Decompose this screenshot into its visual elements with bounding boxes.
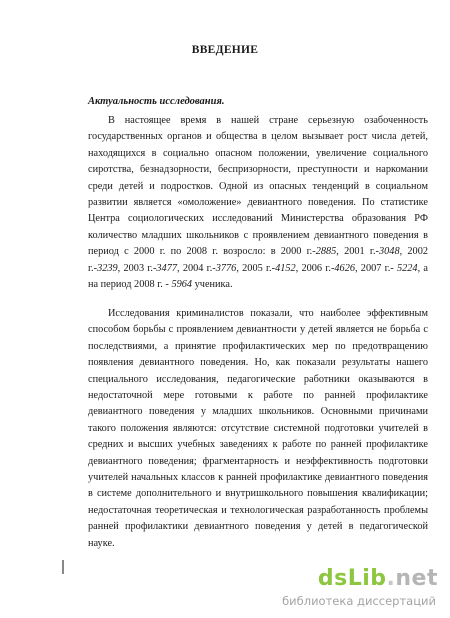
watermark-logo-tld: net: [395, 566, 438, 591]
section-heading: Актуальность исследования.: [88, 96, 225, 107]
stat-separator: , 2004 г.-: [177, 262, 216, 274]
stat-separator: , 2002 г.-: [88, 246, 428, 274]
stat-separator: , а на период 2008 г. -: [88, 262, 428, 291]
watermark-logo-dot: .: [386, 566, 396, 591]
stat-value-2004: 3776: [215, 262, 237, 274]
page-title: ВВЕДЕНИЕ: [191, 44, 259, 56]
stat-value-2007: 5224: [396, 262, 418, 274]
stat-value-2005: 4152: [275, 262, 296, 274]
stat-value-2002: 3239: [97, 262, 118, 274]
stat-value-2003: 3477: [156, 262, 177, 274]
watermark-logo: [318, 566, 438, 591]
stat-separator: , 2005 г.-: [236, 262, 276, 274]
watermark-logo-main: dsLib: [317, 566, 387, 591]
scan-margin-mark: [62, 560, 64, 574]
stat-value-2008: 5964: [171, 279, 193, 291]
paragraph-text: В настоящее время в нашей стране серьезную озабоченность государственных органов и общества в целом вызывает рост числа детей, находящихся в социально опасном положении, увеличение социального сиротства, безнадзорности, беспризорности, преступности и наркомании среди детей и подростков. Одной из опасных тенденций в социальном развитии является «омоложение» девиантного поведения. По статистике Центра социологических исследований Министерства образования РФ количество младших школьников с проявлением девиантного поведения в период с 2000 г. по 2008 г. возросло: в 2000 г.-: [88, 115, 428, 258]
stat-separator: , 2003 г.-: [117, 262, 157, 274]
paragraph-tail: ученика.: [192, 279, 233, 291]
stat-separator: , 2007 г.-: [354, 262, 397, 274]
stat-value-2006: 4626: [334, 262, 355, 274]
stat-separator: , 2006 г.-: [295, 262, 335, 274]
watermark-subtitle: библиотека диссертаций: [282, 594, 436, 608]
paragraph-research: Исследования криминалистов показали, что наиболее эффективным способом борьбы с проявлением девиантности у детей является не борьба с последствиями, а принятие профилактических мер по предотвращению появления девиантного поведения. Но, как показали результаты нашего специального исследования, педагогические работники оказываются в недостаточной мере готовыми к работе по ранней профилактике девиантного поведения у младших школьников. Основными причинами такого положения являются: отсутствие системной подготовки учителей в средних и высших учебных заведениях к работе по ранней профилактике девиантного поведения; фрагментарность и неэффективность подготовки учителей начальных классов к ранней профилактике девиантного поведения в системе дополнительного и внутришкольного повышения квалификации; недостаточная теоретическая и технологическая разработанность проблемы ранней профилактики девиантного поведения у детей в педагогической науке.: [88, 308, 428, 549]
stat-value-2001: 3048: [379, 246, 400, 258]
stat-value-2000: 2885: [315, 246, 337, 258]
watermark: [258, 566, 438, 612]
stat-separator: , 2001 г.-: [336, 246, 379, 258]
paragraph-relevance: [88, 113, 428, 293]
